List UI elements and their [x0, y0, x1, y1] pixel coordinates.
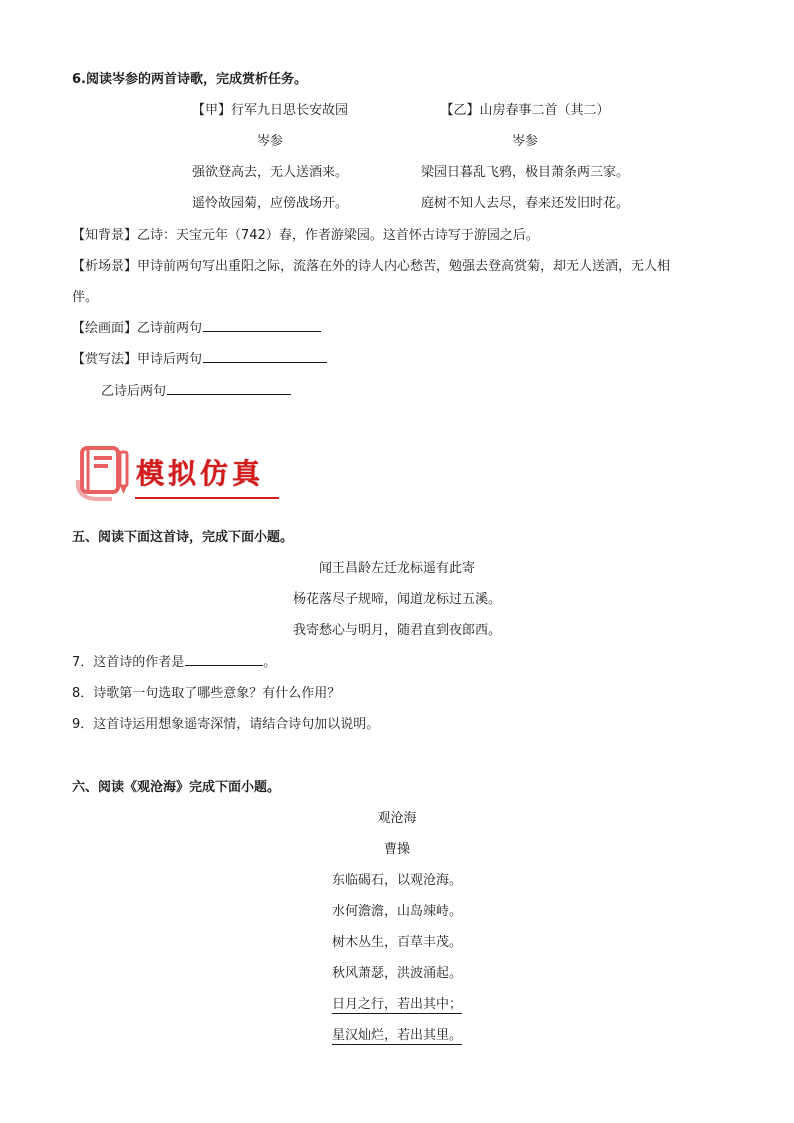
method-label: 【赏写法】甲诗后两句	[72, 352, 203, 367]
section6-poem-line: 秋风萧瑟，洪波涌起。	[331, 966, 462, 981]
section6-heading: 六、阅读《观沧海》完成下面小题。	[72, 780, 281, 795]
section6-poem-line: 水何澹澹，山岛竦峙。	[331, 904, 462, 919]
answer-blank[interactable]	[167, 381, 291, 395]
poem-b-author: 岑参	[511, 134, 538, 149]
answer-blank[interactable]	[185, 652, 263, 666]
section5-poem-title: 闻王昌龄左迁龙标遥有此寄	[318, 561, 475, 576]
poem-a-author: 岑参	[256, 134, 283, 149]
poem-b-title: 【乙】山房春事二首（其二）	[440, 103, 610, 118]
underlined-line: 日月之行，若出其中；	[331, 997, 462, 1012]
poem-b-line: 梁园日暮乱飞鸦，极目萧条两三家。	[420, 165, 629, 180]
question-9: 9．这首诗运用想象遥寄深情，请结合诗句加以说明。	[72, 717, 380, 732]
method-item	[72, 348, 327, 367]
scene-analysis: 【析场景】甲诗前两句写出重阳之际，流落在外的诗人内心愁苦，勉强去登高赏菊，却无人送酒，无人相	[72, 259, 671, 274]
poem-a-line: 强欲登高去，无人送酒来。	[191, 165, 348, 180]
method-b-label: 乙诗后两句	[101, 384, 167, 399]
section6-poem-author: 曹操	[383, 842, 410, 857]
poem-b-line: 庭树不知人去尽，春来还发旧时花。	[420, 196, 629, 211]
background-note: 【知背景】乙诗：天宝元年（742）春，作者游梁园。这首怀古诗写于游园之后。	[72, 228, 539, 243]
section6-poem-line-underlined	[297, 993, 497, 1012]
q6-heading: 6.阅读岑参的两首诗歌，完成赏析任务。	[72, 72, 307, 87]
section6-poem-title: 观沧海	[377, 811, 417, 826]
poem-a-line: 遥怜故园菊，应傍战场开。	[191, 196, 348, 211]
section6-poem-line-underlined	[297, 1024, 497, 1043]
underlined-line: 星汉灿烂，若出其里。	[331, 1028, 462, 1043]
answer-blank[interactable]	[203, 349, 327, 363]
section5-poem-line: 我寄愁心与明月，随君直到夜郎西。	[292, 623, 501, 638]
section6-poem-line: 东临碣石，以观沧海。	[331, 873, 462, 888]
section5-poem-line: 杨花落尽子规啼，闻道龙标过五溪。	[292, 592, 501, 607]
section6-poem-line: 树木丛生，百草丰茂。	[331, 935, 462, 950]
answer-blank[interactable]	[203, 318, 321, 332]
question-7	[72, 651, 276, 670]
poem-a-title: 【甲】行军九日思长安故园	[191, 103, 348, 118]
scene-analysis-cont: 伴。	[72, 290, 99, 305]
question-7-end: 。	[263, 655, 277, 670]
book-pencil-icon	[72, 442, 134, 504]
banner-title: 模拟仿真	[136, 457, 265, 490]
banner-underline	[135, 497, 279, 499]
draw-scene-label: 【绘画面】乙诗前两句	[72, 321, 203, 336]
draw-scene-item	[72, 317, 321, 336]
method-b-item	[101, 380, 291, 399]
question-8: 8．诗歌第一句选取了哪些意象？有什么作用？	[72, 686, 341, 701]
question-7-text: 7．这首诗的作者是	[72, 655, 185, 670]
section5-heading: 五、阅读下面这首诗，完成下面小题。	[72, 530, 294, 545]
